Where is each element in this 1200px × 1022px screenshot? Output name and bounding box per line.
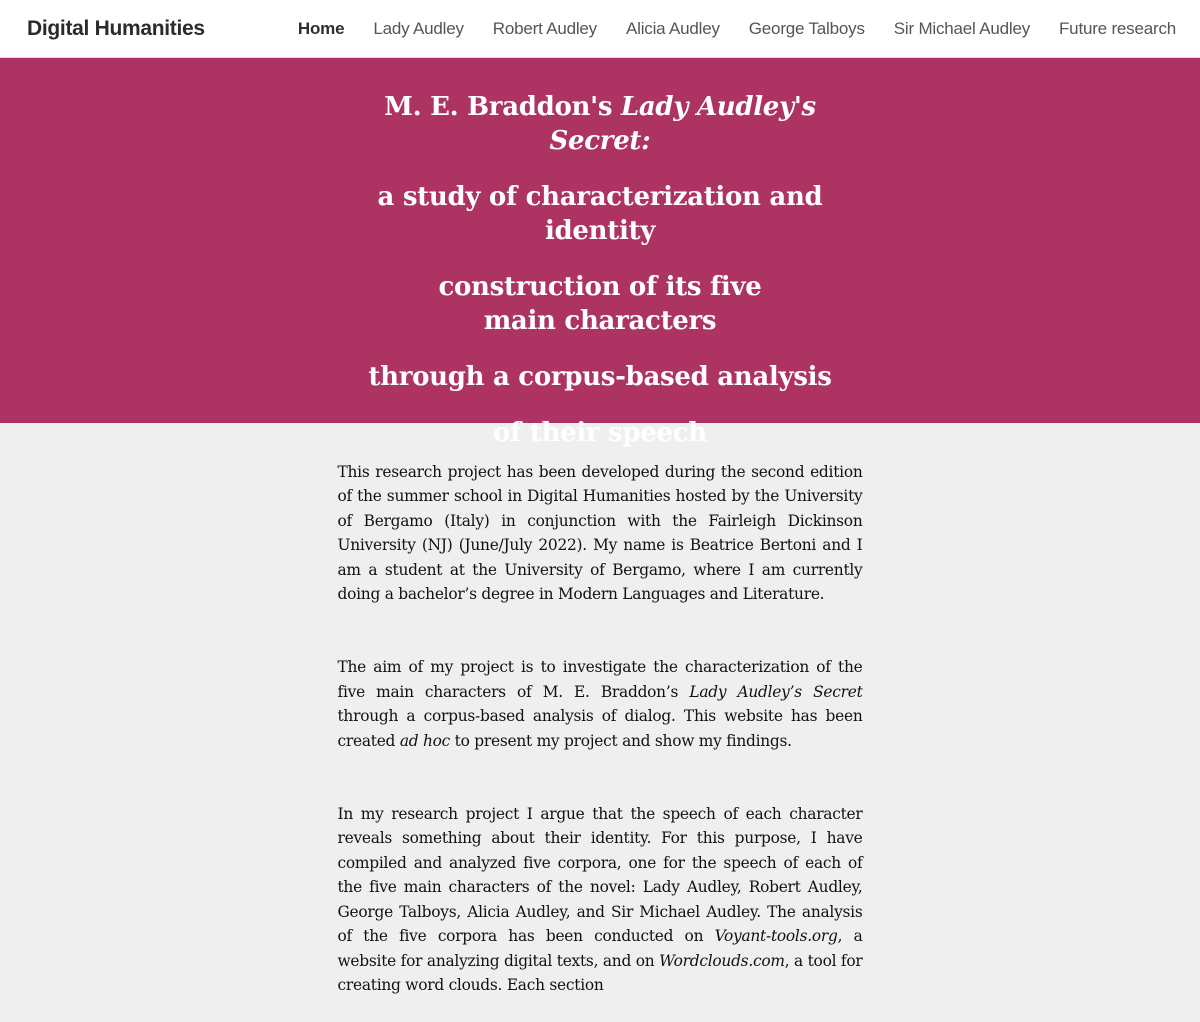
title-author: M. E. Braddon's xyxy=(384,92,621,122)
method-paragraph xyxy=(338,802,863,997)
voyant-tools-text: Voyant-tools.org xyxy=(714,927,838,946)
hero-title-line-1 xyxy=(330,90,870,158)
novel-title: Lady Audley’s Secret xyxy=(689,682,863,701)
nav-item-future-research[interactable]: Future research xyxy=(1059,18,1176,38)
nav-item-sir-michael-audley[interactable]: Sir Michael Audley xyxy=(893,18,1030,38)
text: In my research project I argue that the speech of each character reveals something about their identity. For this purpose, I have compiled and analyzed five corpora, one for the speech of each of the five main characters of the novel: Lady Audley, Robert Audley, George Talboys, Alicia Audley, and Sir Michael Audley. The analysis of the five corpora has been conducted on xyxy=(337,805,863,946)
hero-title-line-5: of their speech xyxy=(493,418,707,448)
main-nav xyxy=(283,19,1176,39)
hero-title-line-2: a study of characterization and identity xyxy=(377,182,823,246)
aim-paragraph xyxy=(338,655,863,753)
nav-item-george-talboys[interactable]: George Talboys xyxy=(748,18,865,38)
ad-hoc-text: ad hoc xyxy=(399,731,451,750)
title-novel: Lady Audley's Secret: xyxy=(549,92,816,156)
hero-title-line-3: construction of its five main characters xyxy=(438,272,762,336)
text: to present my project and show my findings. xyxy=(450,731,792,750)
hero-banner xyxy=(0,58,1200,448)
nav-item-alicia-audley[interactable]: Alicia Audley xyxy=(625,18,720,38)
nav-item-home[interactable]: Home xyxy=(297,18,345,38)
text: through a corpus-based analysis of dialog. This website has been created xyxy=(337,707,863,750)
wordclouds-text: Wordclouds.com xyxy=(659,951,785,970)
nav-item-lady-audley[interactable]: Lady Audley xyxy=(373,18,464,38)
nav-item-robert-audley[interactable]: Robert Audley xyxy=(492,18,597,38)
top-navbar xyxy=(0,0,1200,58)
text: The aim of my project is to investigate the characterization of the five main characters of M. E. Braddon’s xyxy=(337,658,863,701)
main-content xyxy=(338,423,863,997)
brand-link[interactable]: Digital Humanities xyxy=(27,16,205,40)
intro-paragraph: This research project has been developed during the second edition of the summer school in Digital Humanities hosted by the University of Bergamo (Italy) in conjunction with the Fairleigh Dickinson University (NJ) (June/July 2022). My name is Beatrice Bertoni and I am a student at the University of Bergamo, where I am currently doing a bachelor’s degree in Modern Languages and Literature. xyxy=(337,463,863,604)
text: , a website for analyzing digital texts, and on xyxy=(337,927,863,970)
hero-title-line-4: through a corpus-based analysis xyxy=(368,362,832,392)
text: , a tool for creating word clouds. Each section xyxy=(337,951,863,994)
